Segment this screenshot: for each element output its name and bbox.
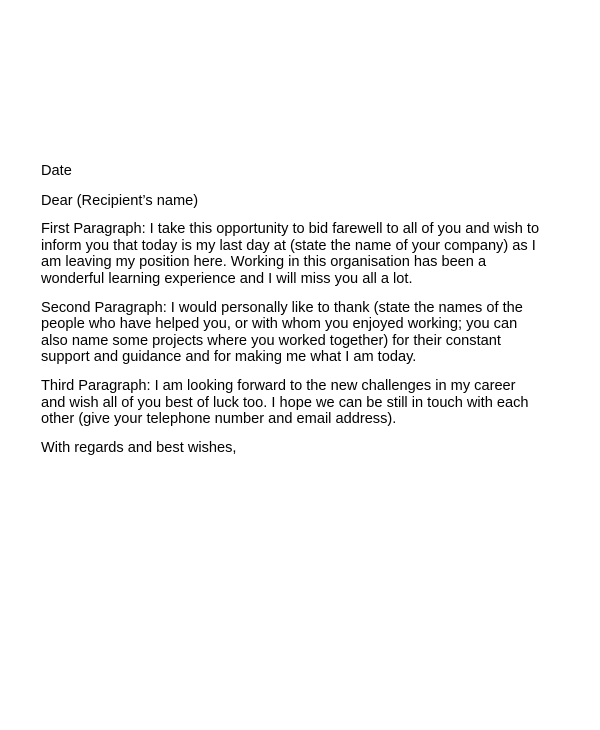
first-paragraph: First Paragraph: I take this opportunity to bid farewell to all of you and wish to inform you that today is my last day at (state the name of your company) as I am leaving my position here. Working in this organisation has been a wonderful learning experience and I will miss you all a lot. — [41, 221, 540, 287]
letter-body — [41, 163, 581, 456]
letter-closing: With regards and best wishes, — [41, 439, 237, 456]
letter-salutation: Dear (Recipient’s name) — [41, 192, 199, 209]
third-paragraph: Third Paragraph: I am looking forward to the new challenges in my career and wish all of you best of luck too. I hope we can be still in touch with each other (give your telephone number and email address). — [41, 377, 529, 428]
letter-date: Date — [41, 163, 72, 179]
second-paragraph: Second Paragraph: I would personally like to thank (state the names of the people who have helped you, or with whom you enjoyed working; you can also name some projects where you worked together) for their constant support and guidance and for making me what I am today. — [41, 299, 523, 366]
